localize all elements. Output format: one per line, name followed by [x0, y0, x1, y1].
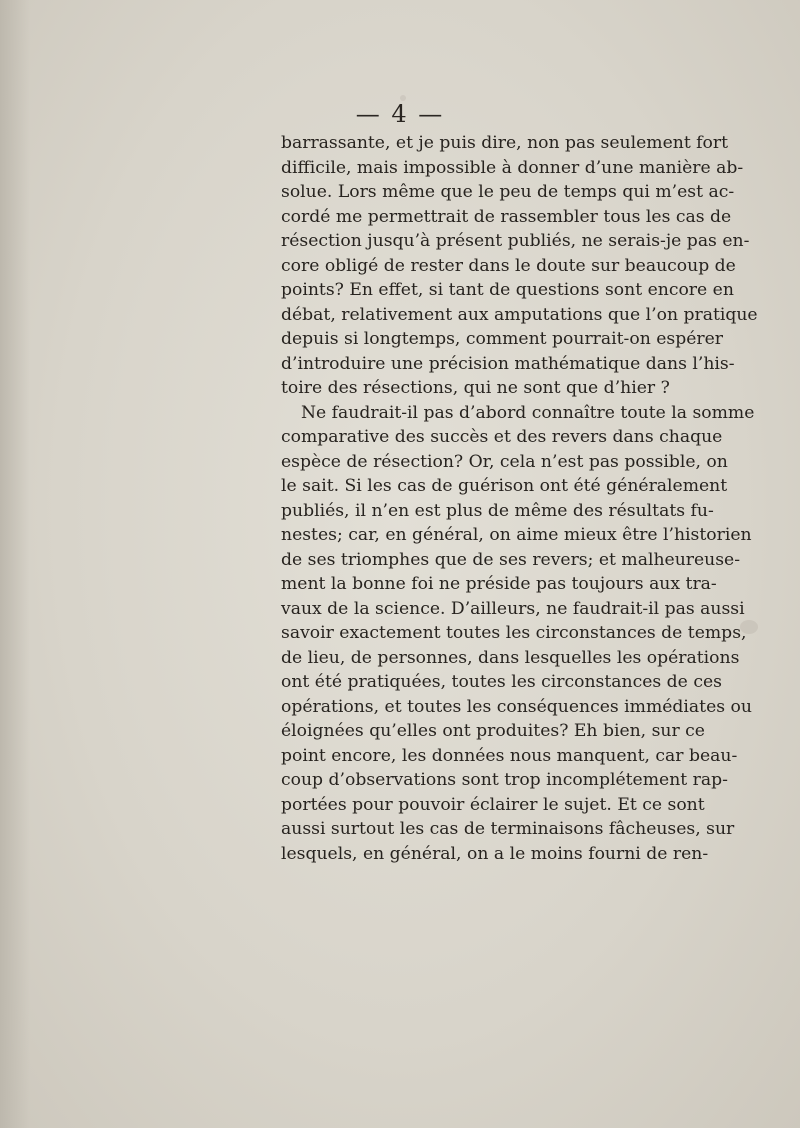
text-line: lesquels, en général, on a le moins fourni de ren-	[281, 843, 709, 864]
text-line: Ne faudrait-il pas d’abord connaître toute la somme	[301, 402, 755, 423]
text-line: solue. Lors même que le peu de temps qui m’est ac-	[281, 182, 735, 202]
text-line: ment la bonne foi ne préside pas toujours aux tra-	[281, 574, 717, 594]
text-line: le sait. Si les cas de guérison ont été généralement	[281, 476, 728, 496]
text-line: nestes; car, en général, on aime mieux être l’historien	[281, 525, 752, 545]
text-line: comparative des succès et des revers dans chaque	[281, 427, 723, 447]
page-number: — 4 —	[355, 100, 445, 128]
text-line: résection jusqu’à présent publiés, ne serais-je pas en-	[281, 231, 750, 251]
body-text	[281, 131, 758, 866]
page-edge-shadow	[0, 0, 30, 1128]
text-line: aussi surtout les cas de terminaisons fâcheuses, sur	[281, 819, 735, 839]
text-line: points? En effet, si tant de questions sont encore en	[281, 280, 734, 300]
text-line: de lieu, de personnes, dans lesquelles les opérations	[281, 647, 740, 668]
text-line: de ses triomphes que de ses revers; et malheureuse-	[281, 549, 741, 570]
text-line: publiés, il n’en est plus de même des résultats fu-	[281, 500, 714, 521]
text-line: débat, relativement aux amputations que l’on pratique	[281, 304, 758, 325]
text-line: portées pour pouvoir éclairer le sujet. Et ce sont	[281, 794, 705, 815]
text-line: opérations, et toutes les conséquences immédiates ou	[281, 696, 752, 717]
text-line: d’introduire une précision mathématique dans l’his-	[281, 353, 735, 374]
text-line: barrassante, et je puis dire, non pas seulement fort	[281, 133, 729, 153]
text-line: coup d’observations sont trop incomplétement rap-	[281, 770, 728, 790]
text-line: vaux de la science. D’ailleurs, ne faudrait-il pas aussi	[281, 598, 745, 619]
text-line: depuis si longtemps, comment pourrait-on espérer	[281, 329, 723, 349]
text-line: cordé me permettrait de rassembler tous les cas de	[281, 206, 732, 227]
text-line: éloignées qu’elles ont produites? Eh bien, sur ce	[281, 721, 705, 741]
text-line: espèce de résection? Or, cela n’est pas possible, on	[281, 451, 728, 472]
text-line: ont été pratiquées, toutes les circonstances de ces	[281, 672, 722, 692]
text-line: difficile, mais impossible à donner d’une manière ab-	[281, 157, 744, 178]
text-line: toire des résections, qui ne sont que d’hier ?	[281, 378, 670, 398]
text-line: point encore, les données nous manquent, car beau-	[281, 745, 738, 766]
text-line: savoir exactement toutes les circonstances de temps,	[281, 623, 747, 643]
text-line: core obligé de rester dans le doute sur beaucoup de	[281, 255, 736, 276]
